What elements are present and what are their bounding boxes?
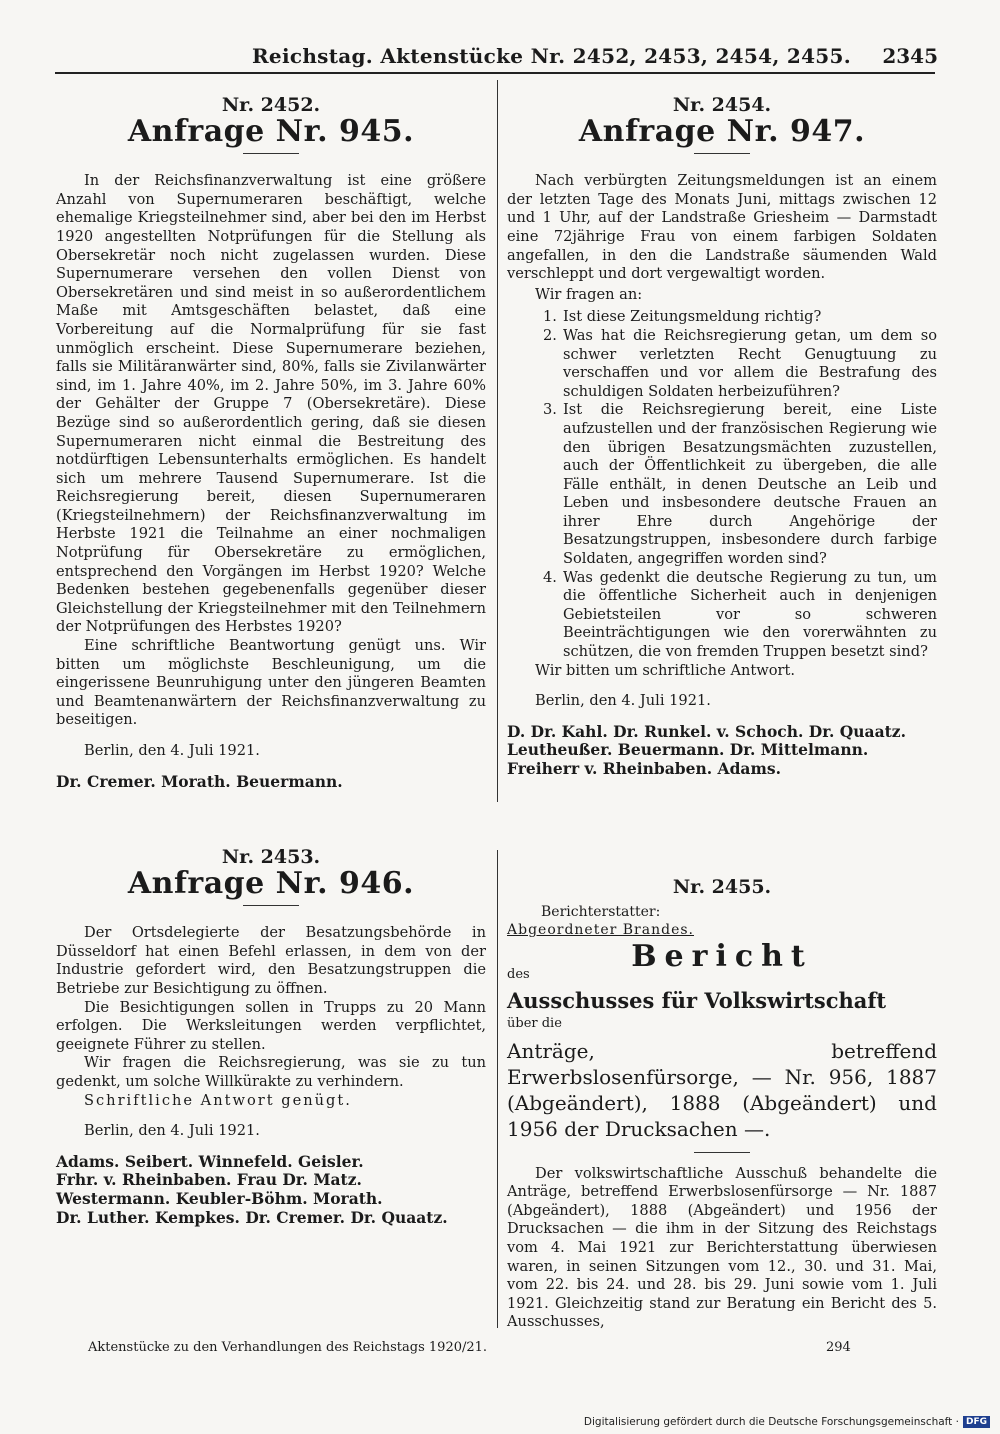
doc-2454 <box>507 96 937 779</box>
doc-number: Nr. 2453. <box>221 846 321 868</box>
doc-2455 <box>507 878 937 1332</box>
short-rule <box>694 1152 750 1153</box>
doc-number: Nr. 2455. <box>672 876 772 898</box>
paragraph: Schriftliche Antwort genügt. <box>84 1091 352 1109</box>
doc-number: Nr. 2452. <box>221 94 321 116</box>
doc-2453 <box>56 848 486 1227</box>
question-list <box>507 308 937 661</box>
paragraph: Nach verbürgten Zeitungsmeldungen ist an einem der letzten Tage des Monats Juni, mittags zwischen 12 und 1 Uhr, auf der Landstraße Griesheim — Darmstadt eine 72jährige Frau von einem farbigen Soldaten angefallen, in den die Landstraße säumenden Wald verschleppt und dort vergewaltigt worden. <box>507 172 937 283</box>
signature-line: Dr. Luther. Kempkes. Dr. Cremer. Dr. Quaatz. <box>56 1207 448 1227</box>
ueber-line: über die <box>507 1015 562 1031</box>
dfg-logo-icon: DFG <box>963 1416 990 1428</box>
date-line: Berlin, den 4. Juli 1921. <box>535 692 711 710</box>
header-rule <box>55 72 935 74</box>
list-item: 2. Was hat die Reichsregierung getan, um dem so schwer verletzten Recht Genugtuung zu verschaffen und vor allem die Bestrafung des schuldigen Soldaten herbeizuführen? <box>543 326 937 400</box>
doc-title: Anfrage Nr. 947. <box>578 113 866 149</box>
committee-name: Ausschusses für Volkswirtschaft <box>507 987 887 1013</box>
doc-2452 <box>56 96 486 791</box>
footer-folio: 294 <box>826 1340 851 1355</box>
paragraph: Der Ortsdelegierte der Besatzungsbehörde in Düsseldorf hat einen Befehl erlassen, in dem von der Industrie gefordert wird, den Besatzungstruppen die Betriebe zur Besichtigung zu öffnen. <box>56 924 486 997</box>
short-rule <box>694 153 750 154</box>
report-title: Bericht <box>631 938 813 974</box>
running-header <box>0 44 1000 74</box>
list-item: 3. Ist die Reichsregierung bereit, eine Liste aufzustellen und der französischen Regierung wie den übrigen Besatzungsmächten zuzustellen, auch der Öffentlichkeit zu übergeben, die alle Fälle enthält, in denen Deutsche an Leib und Leben und insbesondere deutsche Frauen an ihrer Ehre durch Angehörige der Besatzungstruppen, insbesondere durch farbige Soldaten, angegriffen worden sind? <box>543 401 937 568</box>
signature-line: Leutheußer. Beuermann. Dr. Mittelmann. <box>507 740 869 760</box>
paragraph: Wir fragen an: <box>535 285 643 303</box>
paragraph: Der volkswirtschaftliche Ausschuß behandelte die Anträge, betreffend Erwerbslosenfürsorge — Nr. 1887 (Abgeändert), 1888 (Abgeändert) und 1956 der Drucksachen — die ihm in der Sitzung des Reichstags vom 4. Mai 1921 zur Berichterstattung überwiesen waren, in seinen Sitzungen vom 12., 30. und 31. Mai, vom 22. bis 24. und 28. bis 29. Juni sowie vom 1. Juli 1921. Gleichzeitig stand zur Beratung ein Bericht des 5. Ausschusses, <box>507 1164 937 1331</box>
doc-number: Nr. 2454. <box>672 94 772 116</box>
paragraph: Wir fragen die Reichsregierung, was sie zu tun gedenkt, um solche Willkürakte zu verhindern. <box>56 1054 486 1090</box>
signature-line: Freiherr v. Rheinbaben. Adams. <box>507 759 781 778</box>
digitization-credit <box>584 1416 990 1428</box>
signature-line: D. Dr. Kahl. Dr. Runkel. v. Schoch. Dr. Quaatz. <box>507 721 906 741</box>
doc-title: Anfrage Nr. 946. <box>127 865 415 901</box>
paragraph: In der Reichsfinanzverwaltung ist eine größere Anzahl von Supernumeraren beschäftigt, welche ehemalige Kriegsteilnehmer sind, aber bei den im Herbst 1920 angestellten Notprüfungen für die Stellung als Obersekretär noch nicht zugelassen wurden. Diese Supernumerare versehen den vollen Dienst von Obersekretären und sind meist in so außerordentlichem Maße mit Amtsgeschäften belastet, daß eine Vorbereitung auf die Normalprüfung für sie fast unmöglich erscheint. Diese Supernumerare beziehen, falls sie Militäranwärter sind, 80%, falls sie Zivilanwärter sind, im 1. Jahre 40%, im 2. Jahre 50%, im 3. Jahre 60% der Gehälter der Gruppe 7 (Obersekretäre). Diese Bezüge sind so außerordentlich gering, daß sie diesen Supernumeraren nicht einmal die Bestreitung des notdürftigen Lebensunterhalts ermöglichen. Es handelt sich um mehrere Tausend Supernumerare. Ist die Reichsregierung bereit, diesen Supernumeraren (Kriegsteilnehmern) der Reichsfinanzverwaltung im Herbste 1921 die Teilnahme an einer nochmaligen Notprüfung für Obersekretäre zu ermöglichen, entsprechend den Vorgängen im Herbst 1920? Welche Bedenken bestehen gegebenenfalls gegenüber dieser Gleichstellung der Kriegsteilnehmer mit den Teilnehmern der Notprüfungen des Herbstes 1920? <box>56 172 486 636</box>
list-item: 4. Was gedenkt die deutsche Regierung zu tun, um die öffentliche Sicherheit auch in denjenigen Gebietsteilen vor so schweren Beeinträchtigungen wie den vorerwähnten zu schützen, die von fremden Truppen besetzt sind? <box>543 568 937 661</box>
footer-text: Aktenstücke zu den Verhandlungen des Reichstags 1920/21. <box>88 1340 488 1355</box>
header-page-number: 2345 <box>882 44 938 68</box>
signature-line: Adams. Seibert. Winnefeld. Geisler. <box>56 1151 364 1171</box>
date-line: Berlin, den 4. Juli 1921. <box>84 1122 260 1140</box>
signatures: Dr. Cremer. Morath. Beuermann. <box>56 771 343 791</box>
short-rule <box>243 153 299 154</box>
signature-line: Westermann. Keubler-Böhm. Morath. <box>56 1188 383 1208</box>
reporter-label: Berichterstatter: <box>541 903 661 920</box>
short-rule <box>243 905 299 906</box>
des-line: des <box>507 967 530 983</box>
signature-line: Frhr. v. Rheinbaben. Frau Dr. Matz. <box>56 1170 362 1190</box>
doc-title: Anfrage Nr. 945. <box>127 113 415 149</box>
credit-text: Digitalisierung gefördert durch die Deutsche Forschungsgemeinschaft · <box>583 1416 959 1428</box>
list-item: 1. Ist diese Zeitungsmeldung richtig? <box>543 308 822 326</box>
paragraph: Die Besichtigungen sollen in Trupps zu 20 Mann erfolgen. Die Werksleitungen werden verpflichtet, geeignete Führer zu stellen. <box>56 998 486 1053</box>
header-title: Reichstag. Aktenstücke Nr. 2452, 2453, 2454, 2455. <box>252 44 851 68</box>
column-divider-top <box>497 80 498 802</box>
date-line: Berlin, den 4. Juli 1921. <box>84 742 260 759</box>
report-subject: Anträge, betreffend Erwerbslosenfürsorge, — Nr. 956, 1887 (Abgeändert), 1888 (Abgeändert) und 1956 der Drucksachen —. <box>507 1038 937 1141</box>
paragraph: Wir bitten um schriftliche Antwort. <box>535 661 796 679</box>
reporter-name: Abgeordneter Brandes. <box>507 922 694 939</box>
paragraph: Eine schriftliche Beantwortung genügt uns. Wir bitten um möglichste Beschleunigung, um die eingerissene Beunruhigung unter den jüngeren Beamten und Beamtenanwärtern der Reichsfinanzverwaltung zu beseitigen. <box>56 637 486 729</box>
column-divider-bottom <box>497 850 498 1328</box>
